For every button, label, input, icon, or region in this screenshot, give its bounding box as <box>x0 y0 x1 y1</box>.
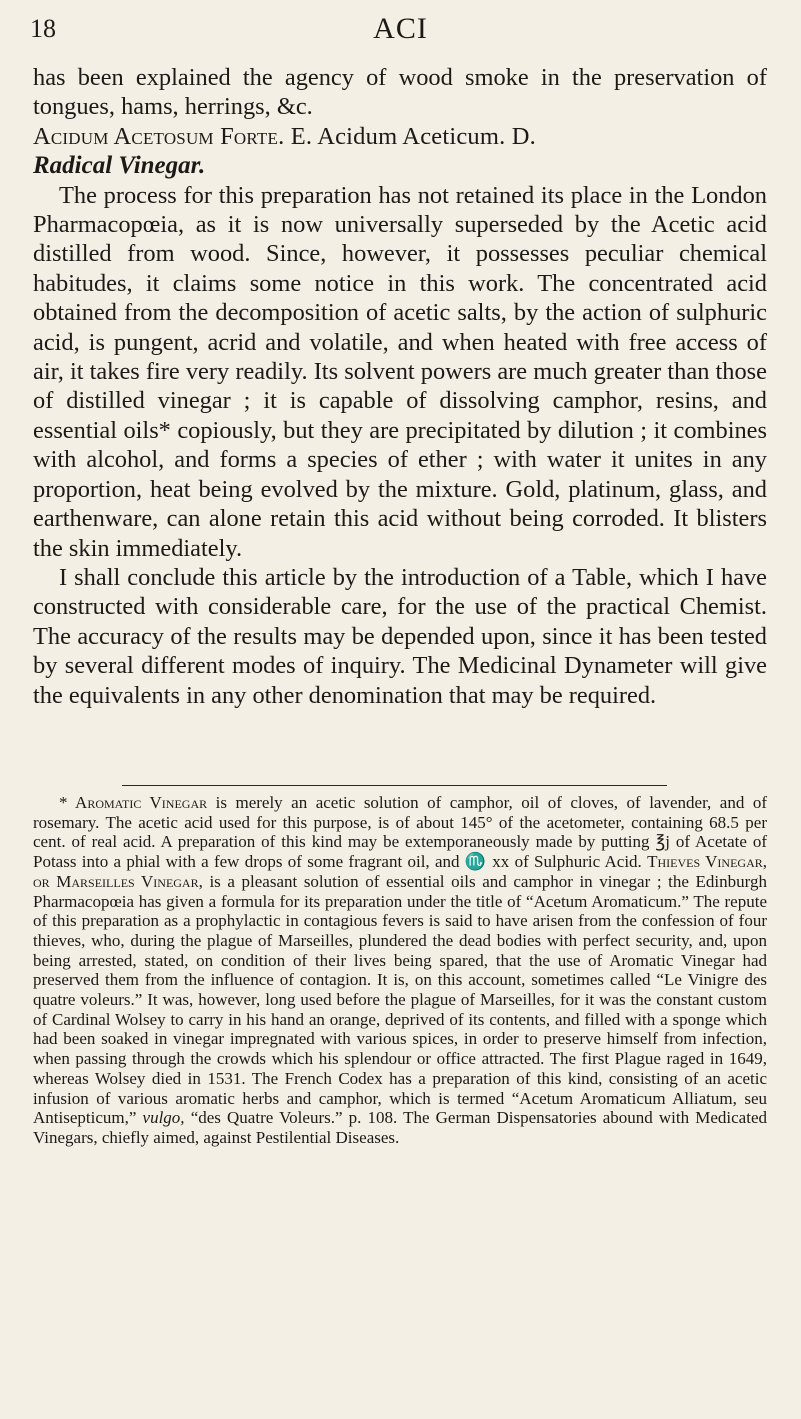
running-head: ACI <box>373 12 428 45</box>
footnote-term-aromatic-vinegar: * Aromatic Vinegar <box>59 793 208 812</box>
footnote-text-3: “des Quatre Voleurs.” p. 108. The German Dispensatories abound with Medicated Vinegars, chiefly aimed, against Pestilential Diseases. <box>33 1108 767 1147</box>
footnote <box>33 793 767 1148</box>
article-heading <box>33 122 767 151</box>
heading-term: Acidum Acetosum Forte. <box>33 122 285 150</box>
footnote-vulgo: vulgo, <box>142 1108 185 1128</box>
paragraph-2: I shall conclude this article by the introduction of a Table, which I have constructed with considerable care, for the use of the practical Chemist. The accuracy of the results may be depended upon, since it has been tested by several different modes of inquiry. The Medicinal Dynameter will give the equivalents in any other denomination that may be required. <box>33 563 767 709</box>
footnote-text-1: is merely an acetic solution of camphor, oil of cloves, of lavender, and of rosemary. The acetic acid used for this purpose, is of about 145° of the acetometer, containing 68.5 per cent. of real acid. A preparation of this kind may be extemporaneously made by putting ℥j of Acetate of Potass into a phial with a few drops of some fragrant oil, and ♏ xx of Sulphuric Acid. <box>33 793 767 872</box>
page-number: 18 <box>30 14 56 43</box>
footnote-term-thieves-vinegar: Thieves Vinegar, or Marseilles Vinegar, <box>33 852 767 891</box>
intro-paragraph: has been explained the agency of wood smoke in the preservation of tongues, hams, herrings, &c. <box>33 64 767 121</box>
page-header <box>0 10 801 50</box>
main-text <box>33 63 767 710</box>
footnote-text-2: is a pleasant solution of essential oils and camphor in vinegar ; the Edinburgh Pharmacopœia has given a formula for its preparation under the title of “Acetum Aromaticum.” The repute of this preparation as a prophylactic in contagious fevers is said to have arisen from the confession of four thieves, who, during the plague of Marseilles, plundered the dead bodies with perfect security, and, upon being arrested, stated, on condition of their lives being spared, that the use of Aromatic Vinegar had preserved them from the influence of contagion. It is, on this account, sometimes called “Le Vinigre des quatre voleurs.” It was, however, long used before the plague of Marseilles, for it was the constant custom of Cardinal Wolsey to carry in his hand an orange, deprived of its contents, and filled with a sponge which had been soaked in vinegar impregnated with various spices, in order to preserve himself from infection, when passing through the crowds which his splendour or office attracted. The first Plague raged in 1649, whereas Wolsey died in 1531. The French Codex has a preparation of this kind, consisting of an acetic infusion of various aromatic herbs and camphor, which is termed “Acetum Aromaticum Alliatum, seu Antisepticum,” <box>33 871 767 1128</box>
paragraph-1: The process for this preparation has not retained its place in the London Pharmacopœia, as it is now universally superseded by the Acetic acid distilled from wood. Since, however, it possesses peculiar chemical habitudes, it claims some notice in this work. The concentrated acid obtained from the decomposition of acetic salts, by the action of sulphuric acid, is pungent, acrid and volatile, and when heated with free access of air, it takes fire very readily. Its solvent powers are much greater than those of distilled vinegar ; it is capable of dissolving camphor, resins, and essential oils* copiously, but they are precipitated by dilution ; it combines with alcohol, and forms a species of ether ; with water it unites in any proportion, heat being evolved by the mixture. Gold, platinum, glass, and earthenware, can alone retain this acid without being corroded. It blisters the skin immediately. <box>33 181 767 562</box>
footnote-divider <box>122 785 667 786</box>
heading-rest: E. Acidum Aceticum. D. <box>284 122 537 150</box>
article-subheading: Radical Vinegar. <box>33 152 206 180</box>
footnote-paragraph <box>33 793 767 1148</box>
